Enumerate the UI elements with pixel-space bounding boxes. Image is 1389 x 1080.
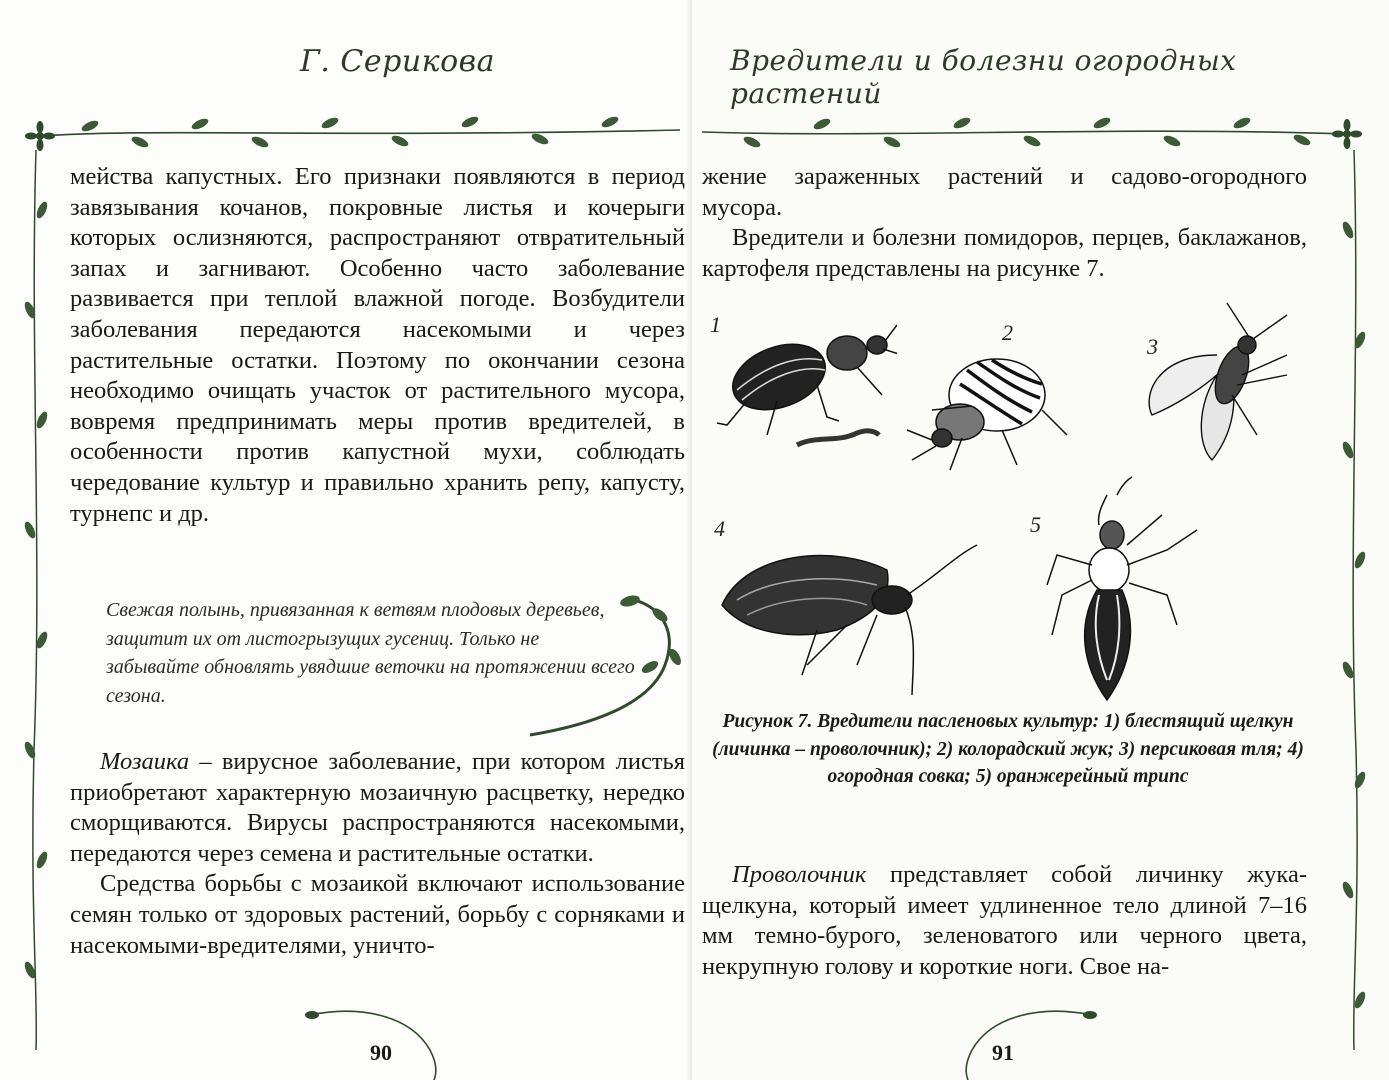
right-side-vine-icon: [1340, 150, 1370, 1050]
right-running-header: Вредители и болезни огородных растений: [730, 44, 1237, 110]
aphid-illustration-icon: [1137, 295, 1297, 470]
top-vine-ornament-right-icon: [692, 108, 1389, 158]
figure-label-4: 4: [714, 516, 725, 541]
left-paragraph-1: мейства капустных. Его признаки появляются в период завязывания кочанов, покровные листья и кочерыги которых ослизняются, распространяют отвратительный запах и загнивают. Особенно часто заболевание развивается при теплой влажной погоде. Возбудители заболевания передаются насекомыми и через растительные остатки. Поэтому по окончании сезона необходимо очищать участок от растительного мусора, вовремя предпринимать меры против вредителей, в особенности против капустной мухи, соблюдать чередование культур и правильно хранить репу, капусту, турнепс и др.: [70, 163, 685, 527]
left-paragraph-3: Средства борьбы с мозаикой включают использование семян только от здоровых растений, борьбу с сорняками и насекомыми-вредителями, уничто-: [70, 870, 685, 959]
tip-text: Свежая полынь, привязанная к ветвям плодовых деревьев, защитит их от листогрызущих гусениц. Только не забывайте обновлять увядшие веточки на протяжении всего сезона.: [106, 599, 635, 707]
figure-label-5: 5: [1030, 512, 1041, 537]
left-page: [0, 0, 692, 1080]
thrips-illustration-icon: [1037, 475, 1207, 705]
figure-label-1: 1: [710, 312, 721, 337]
right-page-number: 91: [992, 1040, 1014, 1065]
bottom-ornament-icon: [300, 995, 460, 1080]
left-page-number: 90: [370, 1040, 392, 1065]
wireworm-description: представляет собой личинку жука-щелкуна, который имеет удлиненное тело длиной 7–16 мм темно-бурого, зеленоватого или черного цвета, некрупную голову и короткие ноги. Свое на-: [702, 861, 1307, 980]
left-side-vine-icon: [22, 150, 52, 1050]
beetle-illustration-icon: [707, 305, 897, 475]
left-paragraph-2: [70, 747, 685, 961]
top-vine-ornament-icon: [0, 108, 692, 158]
colorado-beetle-illustration-icon: [902, 340, 1072, 480]
moth-illustration-icon: [717, 535, 997, 700]
right-paragraph-3: [702, 860, 1307, 982]
figure-caption: Рисунок 7. Вредители пасленовых культур: 1) блестящий щелкун (личинка – проволочник); 2) колорадский жук; 3) персиковая тля; 4) огородная совка; 5) оранжерейный трипс: [712, 711, 1304, 787]
mosaic-description: – вирусное заболевание, при котором листья приобретают характерную мозаичную расцветку, нередко сморщиваются. Вирусы распространяются насекомыми, передаются через семена и растительные остатки.: [70, 748, 685, 867]
term-wireworm: Проволочник: [732, 861, 867, 888]
flower-ornament-icon: [25, 121, 55, 151]
figure-label-3: 3: [1147, 334, 1158, 359]
term-mosaic: Мозаика: [100, 748, 190, 775]
left-running-header: Г. Серикова: [300, 44, 495, 79]
right-page: [692, 0, 1389, 1080]
right-paragraph-2: Вредители и болезни помидоров, перцев, баклажанов, картофеля представлены на рисунке 7.: [702, 224, 1307, 282]
bottom-ornament-right-icon: [942, 995, 1102, 1080]
figure-label-2: 2: [1002, 320, 1013, 345]
right-paragraph-1: жение зараженных растений и садово-огородного мусора. Вредители и болезни помидоров, перцев, баклажанов, картофеля представлены на рисунке 7.: [702, 162, 1307, 284]
